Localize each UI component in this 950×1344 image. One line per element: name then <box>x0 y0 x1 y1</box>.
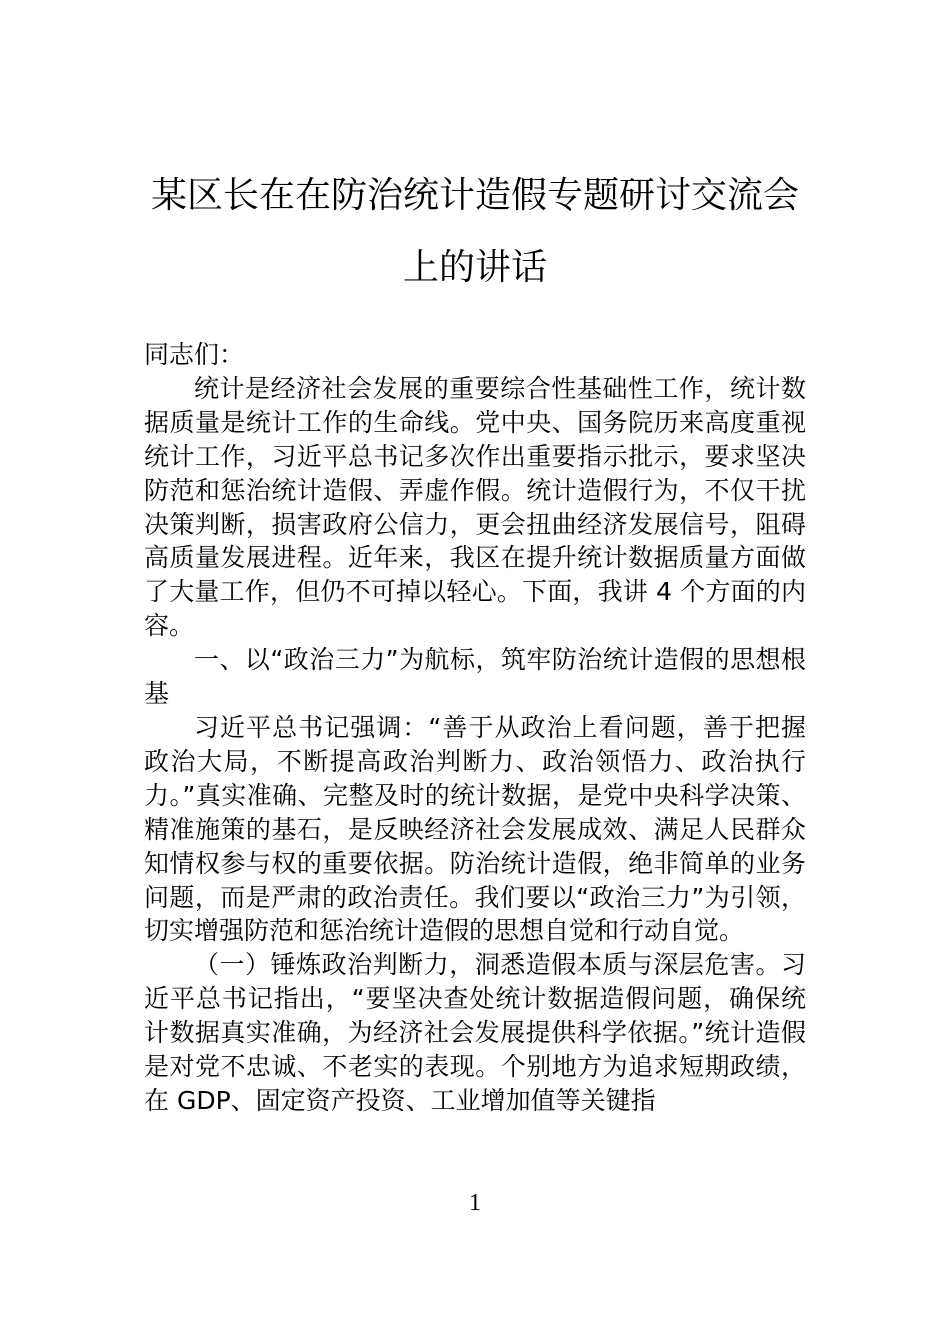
document-title-line-2: 上的讲话 <box>402 247 547 288</box>
paragraph-section-1: 习近平总书记强调：“善于从政治上看问题，善于把握政治大局，不断提高政治判断力、政治领悟力、政治执行力。”真实准确、完整及时的统计数据，是党中央科学决策、精准施策的基石，是反映经济社会发展成效、满足人民群众知情权参与权的重要依据。防治统计造假，绝非简单的业务问题，而是严肃的政治责任。我们要以“政治三力”为引领，切实增强防范和惩治统计造假的思想自觉和行动自觉。 <box>144 712 806 946</box>
salutation: 同志们： <box>144 340 245 369</box>
section-heading-1: 一、以“政治三力”为航标，筑牢防治统计造假的思想根基 <box>144 645 806 709</box>
document-title-line-1: 某区长在在防治统计造假专题研讨交流会 <box>150 175 799 216</box>
paragraph-intro: 统计是经济社会发展的重要综合性基础性工作，统计数据质量是统计工作的生命线。党中央、国务院历来高度重视统计工作，习近平总书记多次作出重要指示批示，要求坚决防范和惩治统计造假、弄虚作假。统计造假行为，不仅干扰决策判断，损害政府公信力，更会扭曲经济发展信号，阻碍高质量发展进程。近年来，我区在提升统计数据质量方面做了大量工作，但仍不可掉以轻心。下面，我讲 4 个方面的内容。 <box>144 373 806 641</box>
document-body <box>144 338 806 1118</box>
page-number: 1 <box>469 1190 481 1216</box>
paragraph-subsection-1: （一）锤炼政治判断力，洞悉造假本质与深层危害。习近平总书记指出，“要坚决查处统计数据造假问题，确保统计数据真实准确，为经济社会发展提供科学依据。”统计造假是对党不忠诚、不老实的表现。个别地方为追求短期政绩，在 GDP、固定资产投资、工业增加值等关键指 <box>144 950 806 1115</box>
